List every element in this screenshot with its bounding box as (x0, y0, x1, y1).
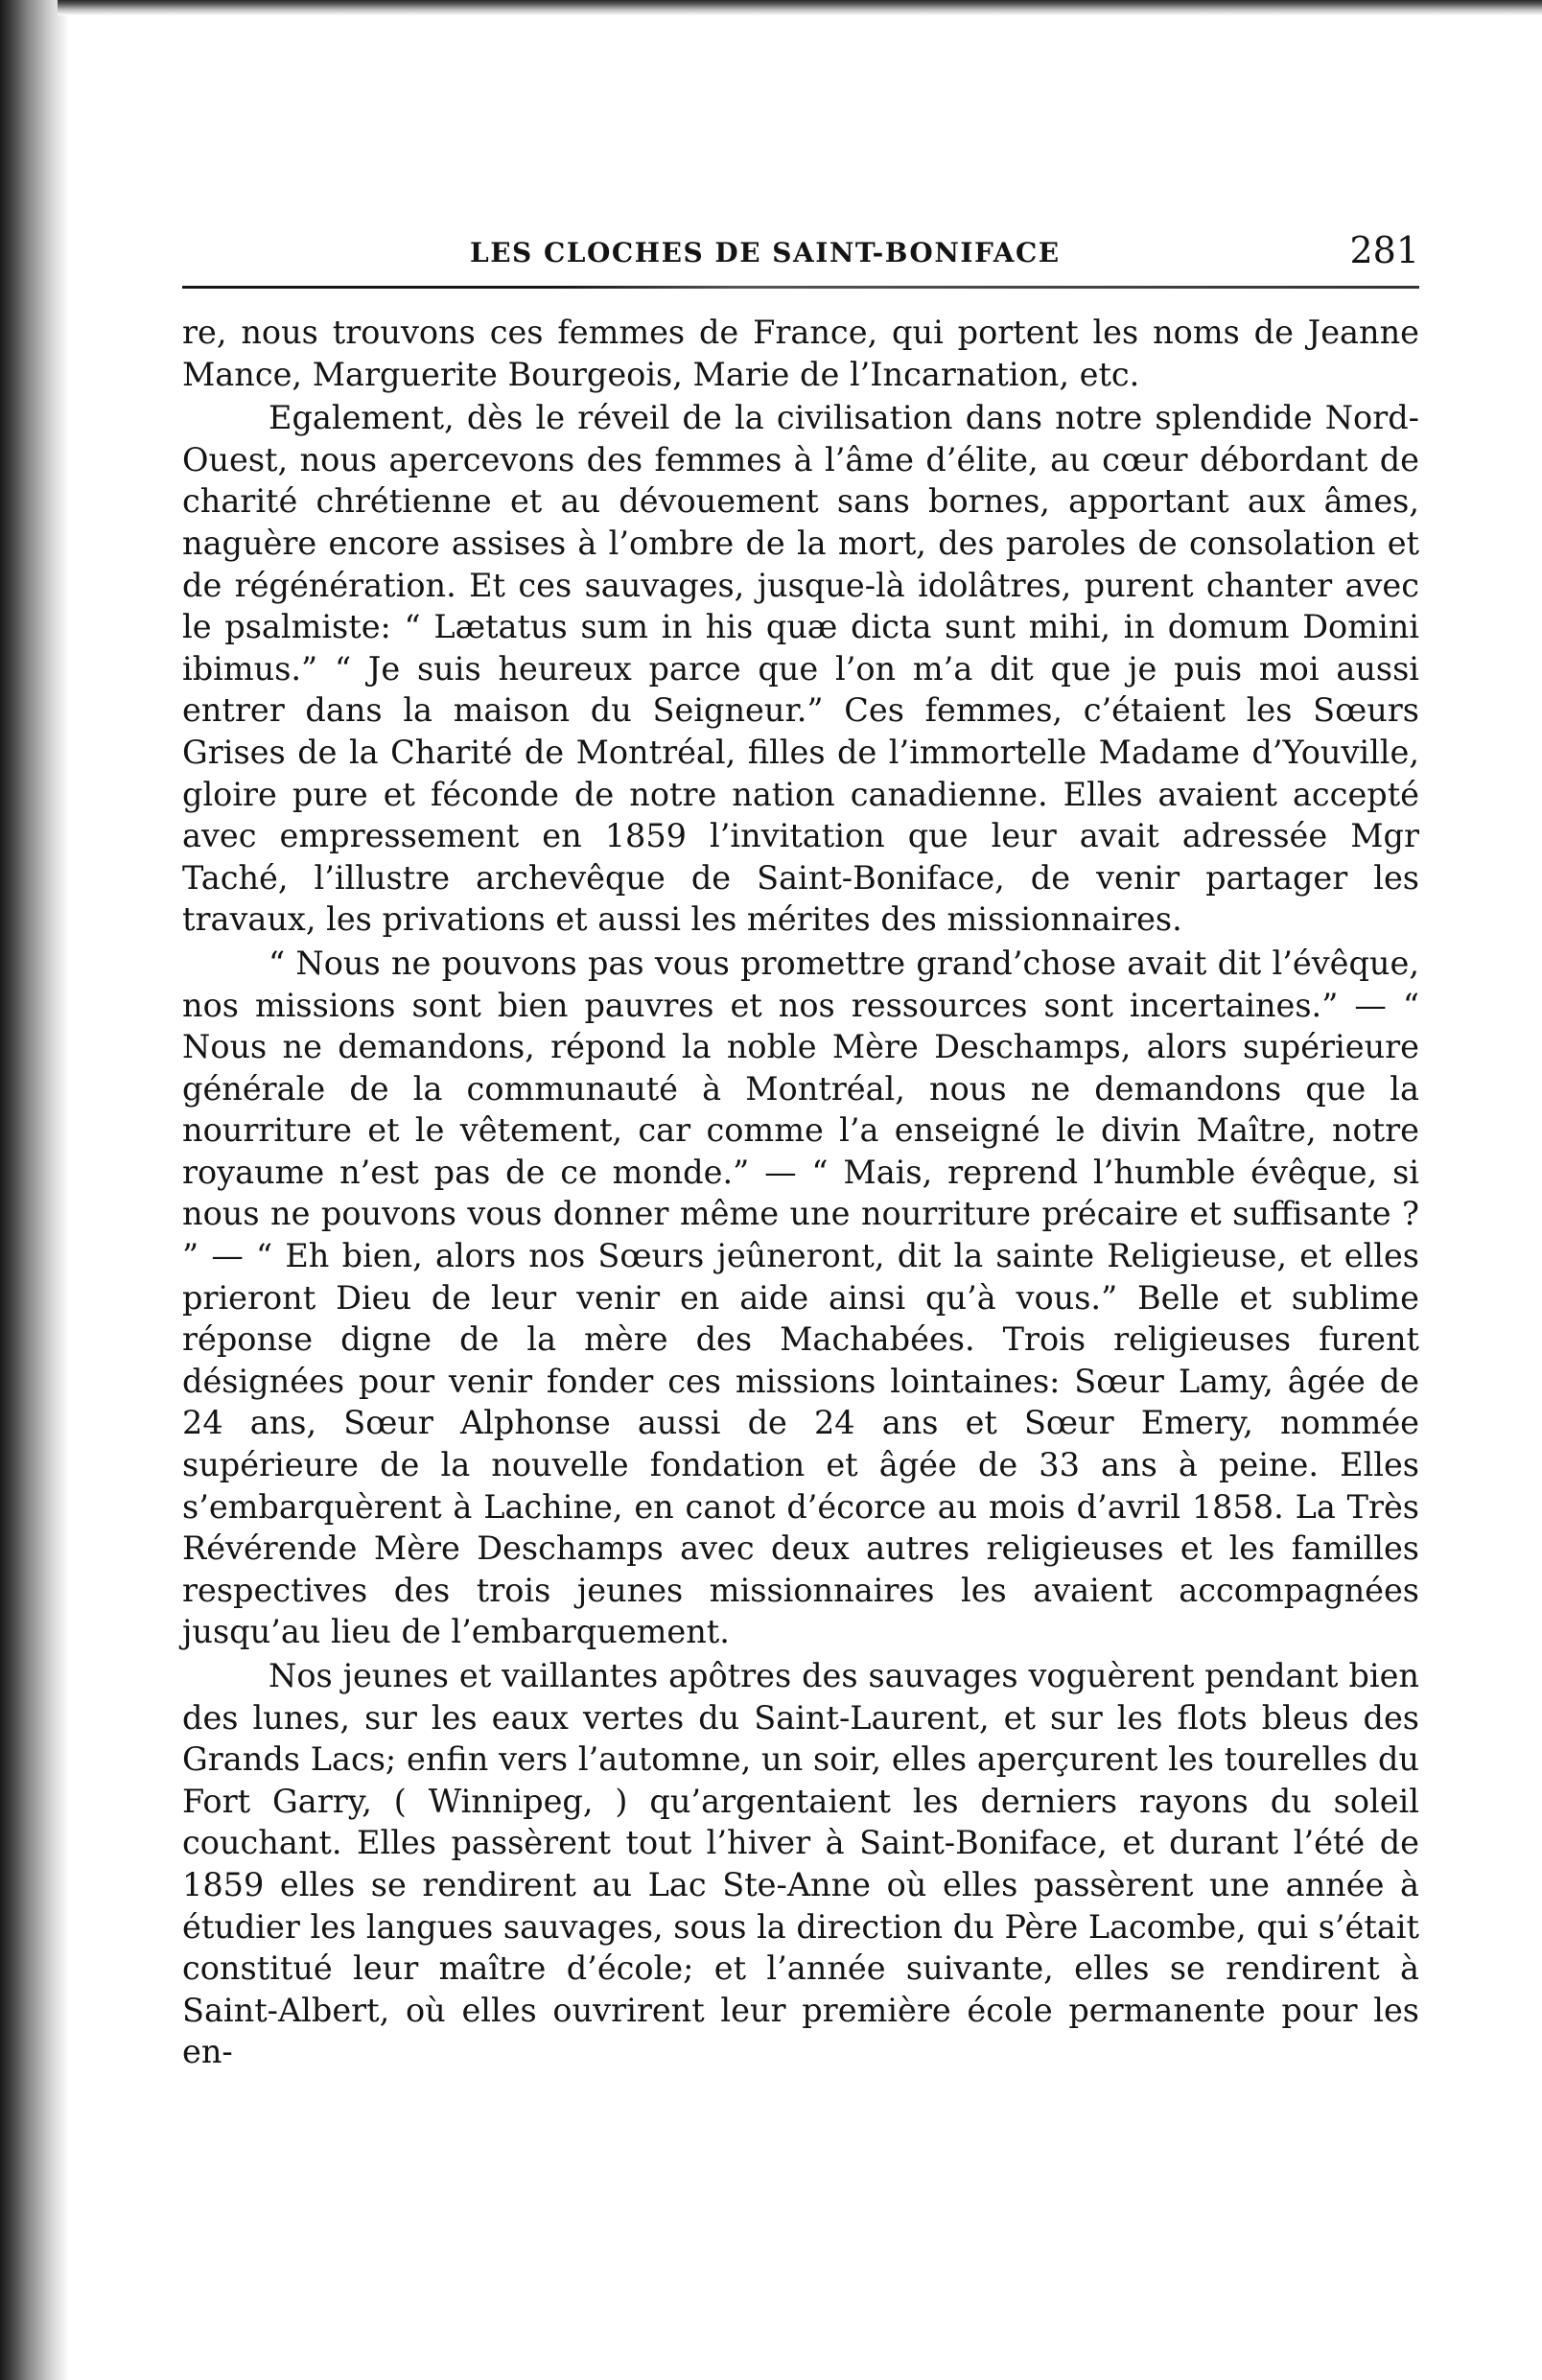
book-page (182, 225, 1419, 2071)
body-text (182, 312, 1419, 2075)
page-header (182, 225, 1419, 283)
page-number: 281 (1349, 229, 1419, 271)
scan-binding-edge (0, 0, 69, 2380)
paragraph: Egalement, dès le réveil de la civilisation dans notre splendide Nord-Ouest, nous apercevons des femmes à l’âme d’élite, au cœur débordant de charité chrétienne et au dévouement sans bornes, apportant aux âmes, naguère encore assises à l’ombre de la mort, des paroles de consolation et de régénération. Et ces sauvages, jusque-là idolâtres, purent chanter avec le psalmiste: “ Lætatus sum in his quæ dicta sunt mihi, in domum Domini ibimus.” “ Je suis heureux parce que l’on m’a dit que je puis moi aussi entrer dans la maison du Seigneur.” Ces femmes, c’étaient les Sœurs Grises de la Charité de Montréal, filles de l’immortelle Madame d’Youville, gloire pure et féconde de notre nation canadienne. Elles avaient accepté avec empressement en 1859 l’invitation que leur avait adressée Mgr Taché, l’illustre archevêque de Saint-Boniface, de venir partager les travaux, les privations et aussi les mérites des missionnaires. (182, 399, 1419, 939)
paragraph: “ Nous ne pouvons pas vous promettre grand’chose avait dit l’évêque, nos missions sont bien pauvres et nos ressources sont incertaines.” — “ Nous ne demandons, répond la noble Mère Deschamps, alors supérieure générale de la communauté à Montréal, nous ne demandons que la nourriture et le vêtement, car comme l’a enseigné le divin Maître, notre royaume n’est pas de ce monde.” — “ Mais, reprend l’humble évêque, si nous ne pouvons vous donner même une nourriture précaire et suffisante ? ” — “ Eh bien, alors nos Sœurs jeûneront, dit la sainte Religieuse, et elles prieront Dieu de leur venir en aide ainsi qu’à vous.” Belle et sublime réponse digne de la mère des Machabées. Trois religieuses furent désignées pour venir fonder ces missions lointaines: Sœur Lamy, âgée de 24 ans, Sœur Alphonse aussi de 24 ans et Sœur Emery, nommée supérieure de la nouvelle fondation et âgée de 33 ans à peine. Elles s’embarquèrent à Lachine, en canot d’écorce au mois d’avril 1858. La Très Révérende Mère Deschamps avec deux autres religieuses et les familles respectives des trois jeunes missionnaires les avaient accompagnées jusqu’au lieu de l’embarquement. (182, 944, 1419, 1651)
running-title: LES CLOCHES DE SAINT-BONIFACE (470, 237, 1061, 268)
scan-top-edge (58, 0, 1542, 15)
paragraph: Nos jeunes et vaillantes apôtres des sauvages voguèrent pendant bien des lunes, sur les eaux vertes du Saint-Laurent, et sur les flots bleus des Grands Lacs; enfin vers l’automne, un soir, elles aperçurent les tourelles du Fort Garry, ( Winnipeg, ) qu’argentaient les derniers rayons du soleil couchant. Elles passèrent tout l’hiver à Saint-Boniface, et durant l’été de 1859 elles se rendirent au Lac Ste-Anne où elles passèrent une année à étudier les langues sauvages, sous la direction du Père Lacombe, qui s’était constitué leur maître d’école; et l’année suivante, elles se rendirent à Saint-Albert, où elles ouvrirent leur première école permanente pour les en- (182, 1657, 1419, 2071)
header-rule (182, 286, 1419, 289)
paragraph: re, nous trouvons ces femmes de France, qui portent les noms de Jeanne Mance, Marguerite Bourgeois, Marie de l’Incarnation, etc. (182, 314, 1419, 393)
